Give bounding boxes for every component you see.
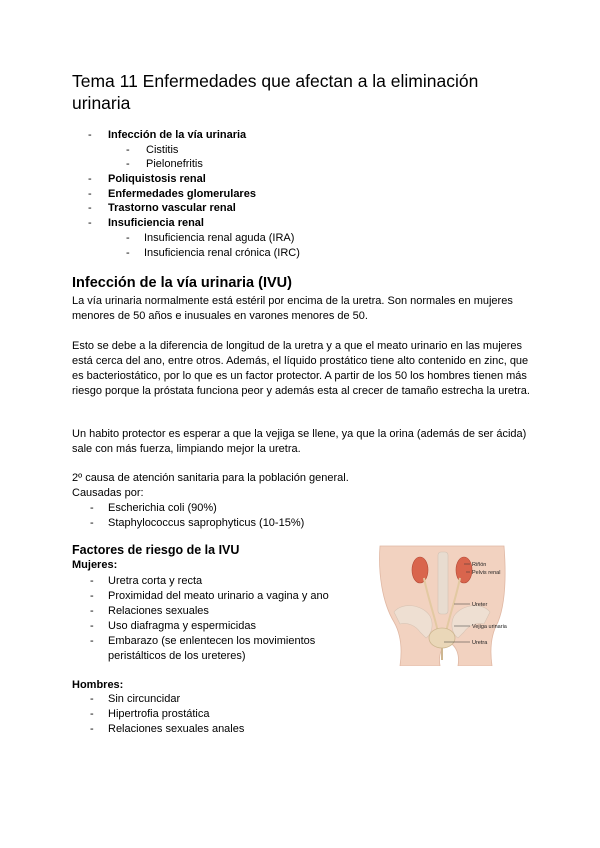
women-label: Mujeres:: [72, 559, 118, 571]
section-heading: Infección de la vía urinaria (IVU): [72, 275, 292, 291]
label-urethra: Uretra: [472, 640, 488, 646]
spine-shape: [438, 552, 448, 614]
paragraph: La vía urinaria normalmente está estéril por encima de la uretra. Son normales en mujeres menores de 50 años e inusuales en varones menores de 50.: [72, 295, 513, 322]
bladder-shape: [429, 628, 455, 648]
document-page: Tema 11 Enfermedades que afectan a la eliminación urinaria - Infección de la vía urinaria - Cistitis - Pielonefritis - Poliquistosis renal - Enfermedades glomerulares - Trastorno vascular renal - Insuficiencia renal - Insuficiencia renal aguda (IRA) - Insuficiencia renal crónica (IRC) Infección de la vía urinaria (IVU) La vía urinaria normalmente está estéril por encima de la uretra. Son normales en mujeres menores de 50 años e inusuales en varones menores de 50. Esto se debe a la diferencia de longitud de la uretra y a que el meato urinario en las mujeres está cerca del ano, entre otros. Además, el líquido prostático tiene alto contenido en zinc, que es bacteriostático, por lo que es un factor protector. A partir de los 50 los hombres tienen más riesgo porque la próstata funciona peor y además esta al crecer de tamaño estrecha la uretra. Un habito protector es esperar a que la vejiga se llene, ya que la orina (además de ser ácida) sale con más fuerza, limpiando mejor la uretra. 2º causa de atención sanitaria para la población general. Causadas por: - Escherichia coli (90%) - Staphylococcus saprophyticus (10-15%) Factores de riesgo de la IVU Mujeres: - Uretra corta y recta - Proximidad del meato urinario a vagina y ano - Relaciones sexuales - Uso diafragma y espermicidas - Embarazo (se enlentecen los movimientos peristálticos de los ureteres) Hombres: - Sin circuncidar - Hipertrofia prostática - Relaciones sexuales anales Riñón Pelvis renal Ureter Vejiga urinaria Uretra: [0, 0, 600, 848]
kidney-left: [412, 557, 428, 583]
label-renal-pelvis: Pelvis renal: [472, 570, 501, 576]
paragraph: [72, 471, 532, 501]
men-label: Hombres:: [72, 679, 124, 691]
paragraph: Un habito protector es esperar a que la vejiga se llene, ya que la orina (además de ser ácida) sale con más fuerza, limpiando mejor la uretra.: [72, 428, 527, 455]
label-bladder: Vejiga urinaria: [472, 624, 507, 630]
label-kidney: Riñón: [472, 562, 487, 568]
subsection-heading: Factores de riesgo de la IVU: [72, 543, 240, 557]
kidney-right: [456, 557, 472, 583]
paragraph-line: 2º causa de atención sanitaria para la población general.: [72, 472, 349, 484]
label-ureter: Ureter: [472, 602, 488, 608]
page-title: Tema 11 Enfermedades que afectan a la eliminación urinaria: [72, 71, 479, 113]
urinary-tract-figure: [372, 542, 526, 666]
paragraph: Esto se debe a la diferencia de longitud de la uretra y a que el meato urinario en las mujeres está cerca del ano, entre otros. Además, el líquido prostático tiene alto contenido en zinc, que es bacteriostático, por lo que es un factor protector. A partir de los 50 los hombres tienen más riesgo porque la próstata funciona peor y además esta al crecer de tamaño estrecha la uretra.: [72, 340, 530, 397]
paragraph-line: Causadas por:: [72, 487, 144, 499]
